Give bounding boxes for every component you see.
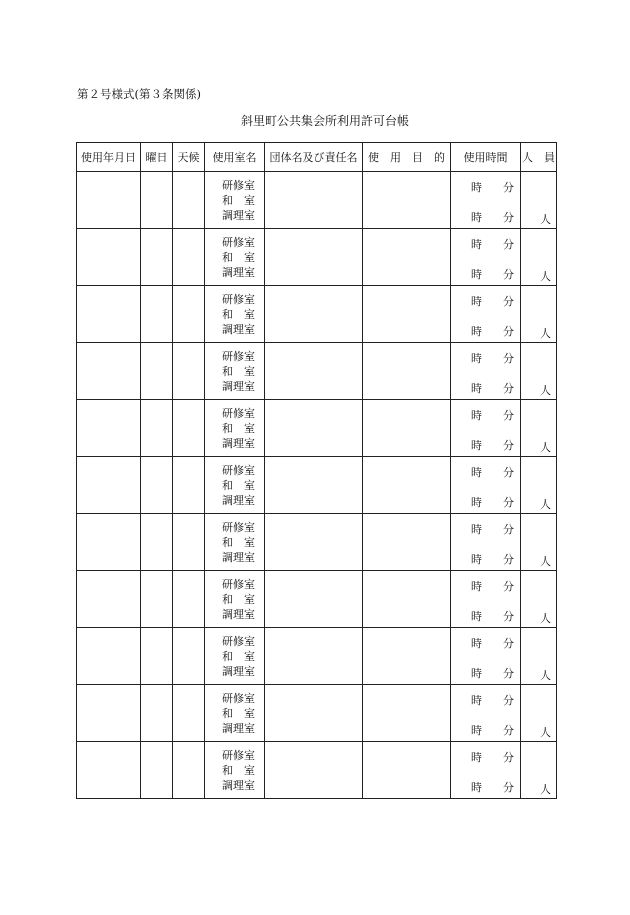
purpose-cell[interactable] [363,229,451,286]
end-hour-label: 時 [471,496,482,509]
room-option-training: 研修室 [222,293,255,306]
start-minute-label: 分 [503,238,514,251]
people-cell [521,172,557,229]
people-cell [521,400,557,457]
weekday-cell[interactable] [141,343,173,400]
usage-date-cell[interactable] [77,229,141,286]
end-hour-label: 時 [471,382,482,395]
usage-time-cell [451,343,521,400]
table-row [77,742,557,799]
purpose-cell[interactable] [363,343,451,400]
room-name-cell [205,400,265,457]
people-cell [521,457,557,514]
weekday-cell[interactable] [141,229,173,286]
start-minute-label: 分 [503,694,514,707]
start-minute-label: 分 [503,181,514,194]
end-hour-label: 時 [471,667,482,680]
table-row [77,343,557,400]
weather-cell[interactable] [173,742,205,799]
room-name-cell [205,457,265,514]
start-minute-label: 分 [503,409,514,422]
end-minute-label: 分 [503,382,514,395]
start-hour-label: 時 [471,181,482,194]
header-group-name: 団体名及び責任名 [265,143,363,172]
room-option-japanese: 和 室 [222,308,255,321]
group-name-cell[interactable] [265,457,363,514]
header-usage-time: 使用時間 [451,143,521,172]
header-usage-date: 使用年月日 [77,143,141,172]
room-option-cooking: 調理室 [222,779,255,792]
people-cell [521,286,557,343]
room-option-training: 研修室 [222,692,255,705]
table-row [77,571,557,628]
room-name-cell [205,685,265,742]
group-name-cell[interactable] [265,628,363,685]
usage-date-cell[interactable] [77,514,141,571]
room-option-cooking: 調理室 [222,494,255,507]
weekday-cell[interactable] [141,571,173,628]
start-hour-label: 時 [471,409,482,422]
usage-time-cell [451,514,521,571]
start-hour-label: 時 [471,523,482,536]
weather-cell[interactable] [173,400,205,457]
people-unit-label: 人 [540,213,551,226]
header-weather: 天候 [173,143,205,172]
people-cell [521,229,557,286]
table-row [77,457,557,514]
start-hour-label: 時 [471,466,482,479]
people-cell [521,571,557,628]
usage-time-cell [451,286,521,343]
end-minute-label: 分 [503,781,514,794]
usage-time-cell [451,742,521,799]
form-number-label: 第２号様式(第３条関係) [77,87,201,101]
usage-date-cell[interactable] [77,400,141,457]
table-row [77,685,557,742]
header-weekday: 曜日 [141,143,173,172]
start-hour-label: 時 [471,238,482,251]
purpose-cell[interactable] [363,742,451,799]
start-hour-label: 時 [471,295,482,308]
people-unit-label: 人 [540,555,551,568]
end-hour-label: 時 [471,325,482,338]
weekday-cell[interactable] [141,400,173,457]
group-name-cell[interactable] [265,685,363,742]
weekday-cell[interactable] [141,457,173,514]
end-minute-label: 分 [503,211,514,224]
start-minute-label: 分 [503,751,514,764]
group-name-cell[interactable] [265,343,363,400]
usage-permit-ledger-table [76,142,557,799]
start-minute-label: 分 [503,580,514,593]
people-unit-label: 人 [540,726,551,739]
start-minute-label: 分 [503,295,514,308]
room-option-training: 研修室 [222,635,255,648]
end-minute-label: 分 [503,268,514,281]
header-purpose: 使 用 目 的 [363,143,451,172]
room-option-japanese: 和 室 [222,650,255,663]
table-row [77,400,557,457]
usage-time-cell [451,400,521,457]
purpose-cell[interactable] [363,685,451,742]
header-room-name: 使用室名 [205,143,265,172]
room-option-training: 研修室 [222,407,255,420]
room-option-cooking: 調理室 [222,209,255,222]
weather-cell[interactable] [173,343,205,400]
weekday-cell[interactable] [141,172,173,229]
table-row [77,514,557,571]
people-cell [521,685,557,742]
usage-time-cell [451,172,521,229]
room-option-japanese: 和 室 [222,251,255,264]
usage-time-cell [451,628,521,685]
people-cell [521,628,557,685]
group-name-cell[interactable] [265,514,363,571]
room-name-cell [205,628,265,685]
room-option-japanese: 和 室 [222,536,255,549]
room-option-training: 研修室 [222,521,255,534]
room-option-cooking: 調理室 [222,551,255,564]
weather-cell[interactable] [173,172,205,229]
room-option-training: 研修室 [222,179,255,192]
group-name-cell[interactable] [265,286,363,343]
end-hour-label: 時 [471,553,482,566]
room-option-cooking: 調理室 [222,665,255,678]
weekday-cell[interactable] [141,286,173,343]
end-minute-label: 分 [503,496,514,509]
start-minute-label: 分 [503,466,514,479]
weather-cell[interactable] [173,514,205,571]
room-name-cell [205,286,265,343]
table-row [77,286,557,343]
end-minute-label: 分 [503,325,514,338]
purpose-cell[interactable] [363,571,451,628]
room-option-training: 研修室 [222,464,255,477]
document-title: 斜里町公共集会所利用許可台帳 [240,114,409,128]
start-minute-label: 分 [503,523,514,536]
room-option-cooking: 調理室 [222,437,255,450]
usage-date-cell[interactable] [77,172,141,229]
end-minute-label: 分 [503,553,514,566]
room-option-japanese: 和 室 [222,593,255,606]
people-unit-label: 人 [540,384,551,397]
weather-cell[interactable] [173,286,205,343]
table-row [77,229,557,286]
weekday-cell[interactable] [141,742,173,799]
end-hour-label: 時 [471,268,482,281]
start-hour-label: 時 [471,352,482,365]
room-option-cooking: 調理室 [222,380,255,393]
start-hour-label: 時 [471,751,482,764]
people-cell [521,742,557,799]
usage-date-cell[interactable] [77,571,141,628]
room-name-cell [205,343,265,400]
weekday-cell[interactable] [141,685,173,742]
usage-time-cell [451,229,521,286]
usage-time-cell [451,571,521,628]
end-minute-label: 分 [503,610,514,623]
usage-date-cell[interactable] [77,742,141,799]
purpose-cell[interactable] [363,457,451,514]
people-cell [521,514,557,571]
room-name-cell [205,742,265,799]
room-option-japanese: 和 室 [222,194,255,207]
room-option-japanese: 和 室 [222,365,255,378]
room-option-training: 研修室 [222,749,255,762]
group-name-cell[interactable] [265,172,363,229]
table-row [77,172,557,229]
usage-date-cell[interactable] [77,457,141,514]
people-unit-label: 人 [540,270,551,283]
purpose-cell[interactable] [363,286,451,343]
weekday-cell[interactable] [141,628,173,685]
room-name-cell [205,172,265,229]
purpose-cell[interactable] [363,514,451,571]
weather-cell[interactable] [173,229,205,286]
people-unit-label: 人 [540,669,551,682]
people-unit-label: 人 [540,612,551,625]
usage-time-cell [451,457,521,514]
room-option-cooking: 調理室 [222,323,255,336]
start-hour-label: 時 [471,637,482,650]
room-option-training: 研修室 [222,236,255,249]
people-unit-label: 人 [540,327,551,340]
room-option-japanese: 和 室 [222,422,255,435]
start-minute-label: 分 [503,637,514,650]
usage-date-cell[interactable] [77,685,141,742]
group-name-cell[interactable] [265,742,363,799]
usage-time-cell [451,685,521,742]
start-hour-label: 時 [471,694,482,707]
group-name-cell[interactable] [265,400,363,457]
usage-date-cell[interactable] [77,628,141,685]
end-minute-label: 分 [503,667,514,680]
end-minute-label: 分 [503,724,514,737]
usage-date-cell[interactable] [77,286,141,343]
people-unit-label: 人 [540,441,551,454]
room-name-cell [205,514,265,571]
group-name-cell[interactable] [265,571,363,628]
purpose-cell[interactable] [363,172,451,229]
room-option-japanese: 和 室 [222,479,255,492]
end-hour-label: 時 [471,781,482,794]
room-option-cooking: 調理室 [222,266,255,279]
start-minute-label: 分 [503,352,514,365]
start-hour-label: 時 [471,580,482,593]
weekday-cell[interactable] [141,514,173,571]
room-option-training: 研修室 [222,578,255,591]
end-minute-label: 分 [503,439,514,452]
end-hour-label: 時 [471,211,482,224]
header-people: 人 員 [521,143,557,172]
room-name-cell [205,229,265,286]
people-unit-label: 人 [540,783,551,796]
weather-cell[interactable] [173,685,205,742]
group-name-cell[interactable] [265,229,363,286]
end-hour-label: 時 [471,439,482,452]
room-option-japanese: 和 室 [222,764,255,777]
end-hour-label: 時 [471,610,482,623]
purpose-cell[interactable] [363,628,451,685]
room-option-cooking: 調理室 [222,722,255,735]
weather-cell[interactable] [173,628,205,685]
room-name-cell [205,571,265,628]
people-cell [521,343,557,400]
usage-date-cell[interactable] [77,343,141,400]
end-hour-label: 時 [471,724,482,737]
purpose-cell[interactable] [363,400,451,457]
weather-cell[interactable] [173,457,205,514]
header-row [77,143,557,172]
room-option-training: 研修室 [222,350,255,363]
room-option-japanese: 和 室 [222,707,255,720]
people-unit-label: 人 [540,498,551,511]
table-row [77,628,557,685]
room-option-cooking: 調理室 [222,608,255,621]
weather-cell[interactable] [173,571,205,628]
